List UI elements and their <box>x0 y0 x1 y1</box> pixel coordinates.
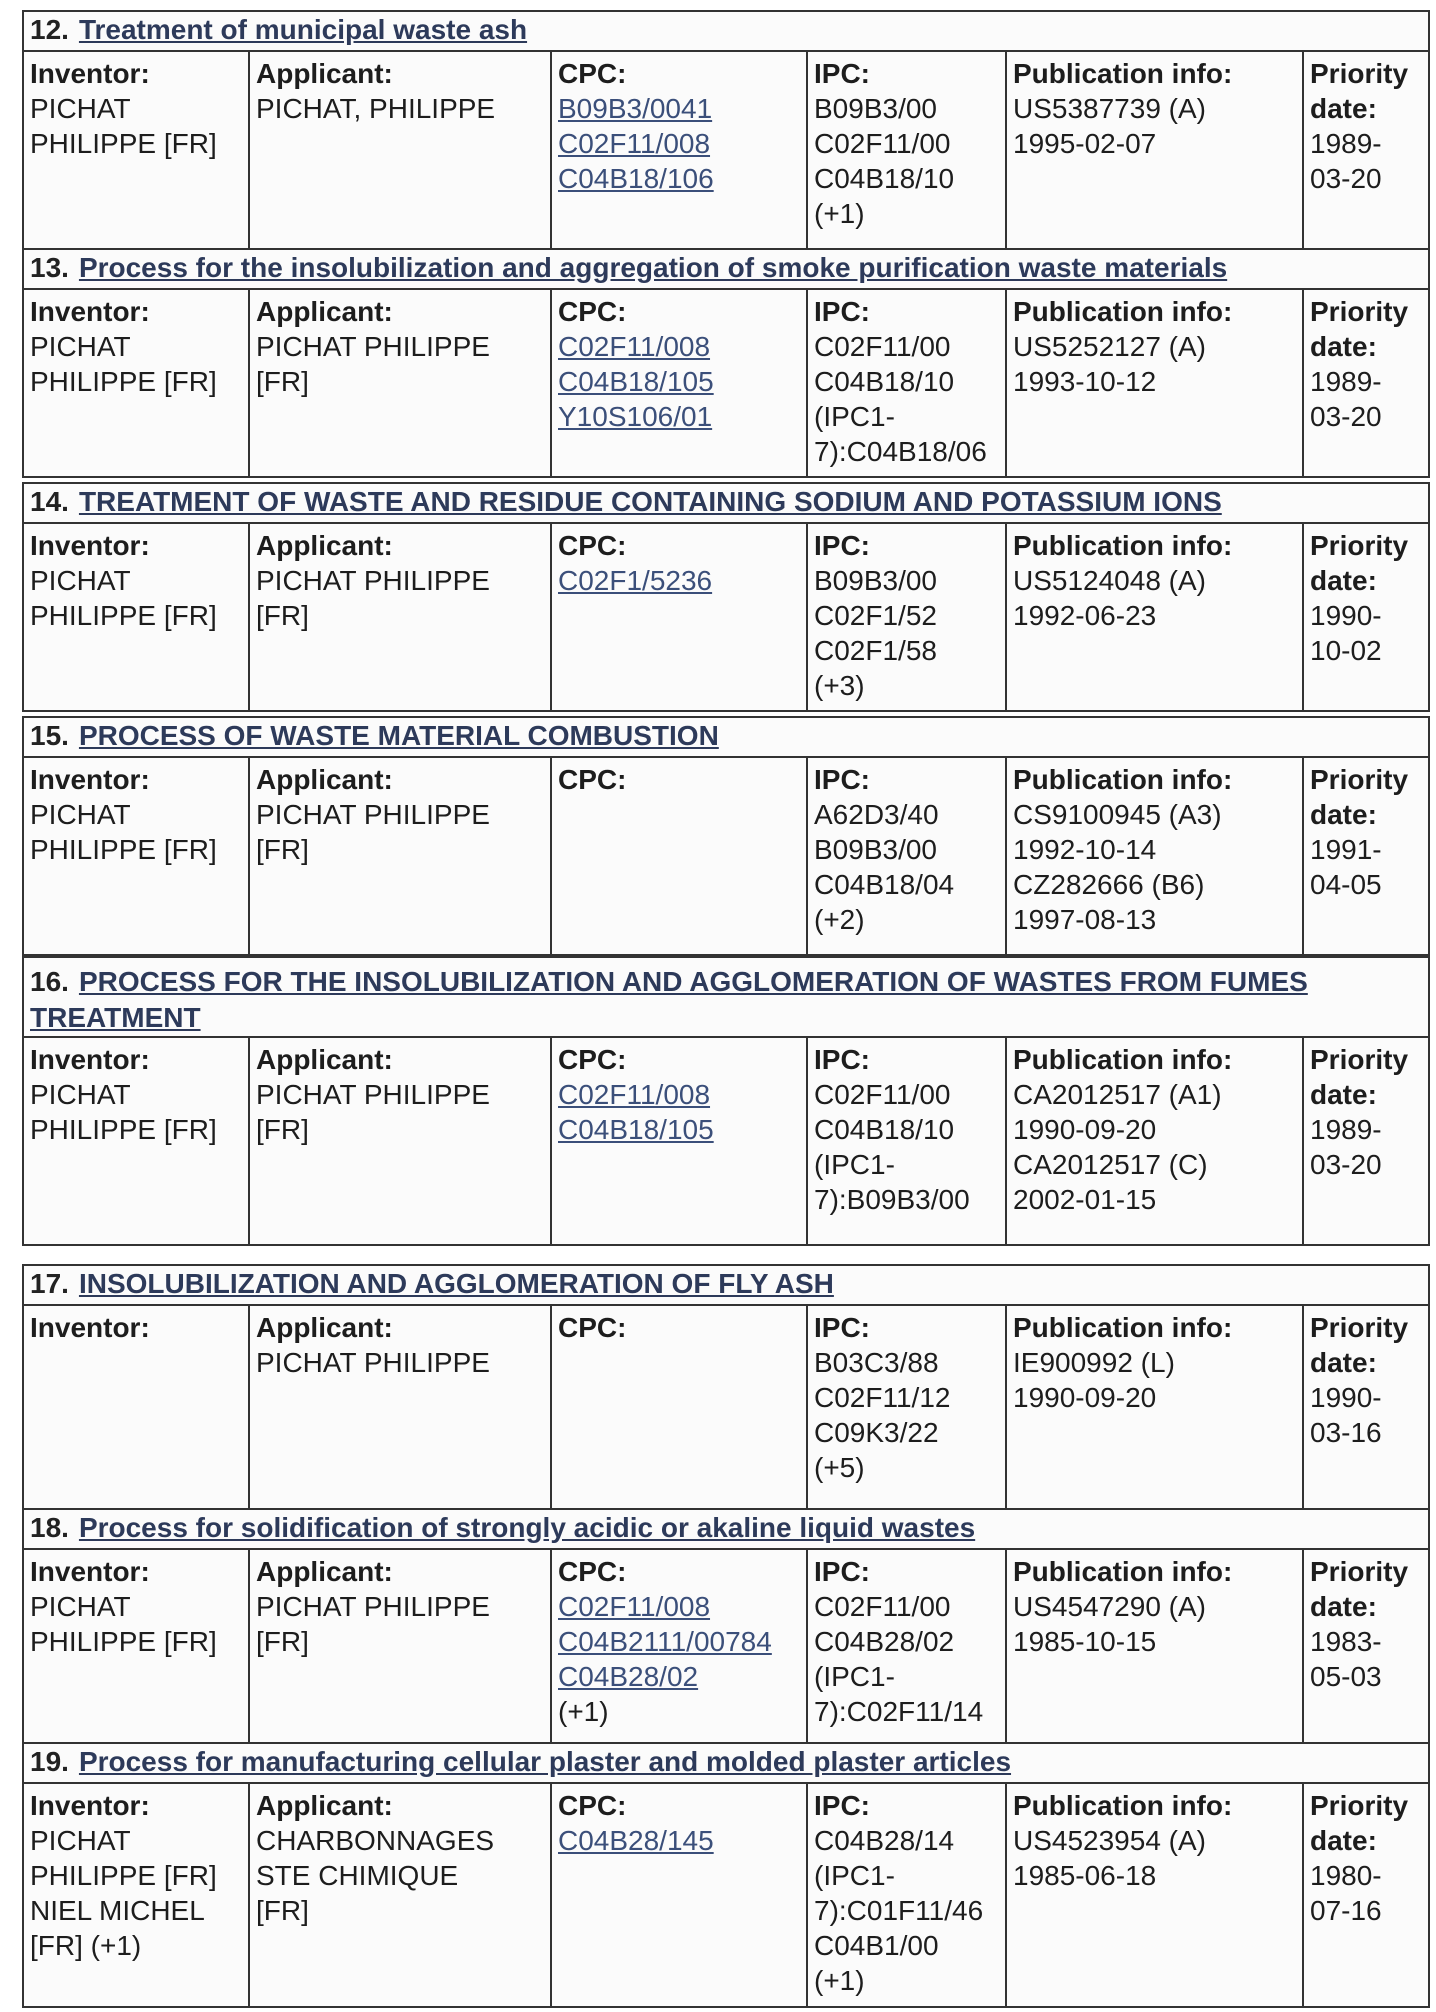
entry-number: 17. <box>30 1268 69 1299</box>
ipc-value: A62D3/40 B09B3/00 C04B18/04 (+2) <box>814 799 955 935</box>
priority-cell <box>1304 1038 1428 1244</box>
publication-label: Publication info: <box>1013 58 1233 89</box>
cpc-code-link[interactable]: C04B2111/00784 <box>558 1626 772 1657</box>
priority-label: Priority date: <box>1310 58 1409 124</box>
priority-cell <box>1304 524 1428 710</box>
ipc-value: C02F11/00 C04B18/10 (IPC1- 7):C04B18/06 <box>814 331 987 467</box>
priority-label: Priority date: <box>1310 1790 1409 1856</box>
patent-entry-16 <box>22 956 1430 1246</box>
entry-title-link[interactable]: Treatment of municipal waste ash <box>78 14 528 45</box>
priority-label: Priority date: <box>1310 296 1409 362</box>
publication-cell <box>1007 758 1304 954</box>
entry-number: 12. <box>30 14 69 45</box>
priority-cell <box>1304 758 1428 954</box>
priority-label: Priority date: <box>1310 530 1409 596</box>
inventor-value: PICHAT PHILIPPE [FR] <box>30 565 217 631</box>
entry-title <box>24 718 1428 758</box>
cpc-cell <box>552 524 808 710</box>
publication-label: Publication info: <box>1013 530 1233 561</box>
ipc-value: B03C3/88 C02F11/12 C09K3/22 (+5) <box>814 1347 951 1483</box>
applicant-label: Applicant: <box>256 1312 393 1343</box>
applicant-cell <box>250 1038 552 1244</box>
cpc-cell <box>552 1784 808 2006</box>
entry-title <box>24 1510 1428 1550</box>
ipc-cell <box>808 524 1007 710</box>
cpc-label: CPC: <box>558 296 627 327</box>
inventor-cell <box>24 1550 250 1742</box>
entry-title <box>24 12 1428 52</box>
entry-number: 16. <box>30 966 69 997</box>
applicant-cell <box>250 1306 552 1508</box>
inventor-label: Inventor: <box>30 1312 150 1343</box>
patent-entry-12 <box>22 10 1430 256</box>
priority-value: 1989- 03-20 <box>1310 128 1382 194</box>
entry-title-link[interactable]: PROCESS OF WASTE MATERIAL COMBUSTION <box>78 720 719 751</box>
ipc-value: C04B28/14 (IPC1- 7):C01F11/46 C04B1/00 (+1) <box>814 1825 984 1996</box>
publication-value: US5124048 (A) 1992-06-23 <box>1013 565 1207 631</box>
publication-cell <box>1007 52 1304 254</box>
publication-value: US5252127 (A) 1993-10-12 <box>1013 331 1207 397</box>
inventor-label: Inventor: <box>30 1044 150 1075</box>
ipc-label: IPC: <box>814 1312 870 1343</box>
cpc-code-link[interactable]: C02F11/008 <box>558 128 711 159</box>
entry-title-link[interactable]: INSOLUBILIZATION AND AGGLOMERATION OF FLY ASH <box>78 1268 834 1299</box>
applicant-value: PICHAT PHILIPPE [FR] <box>256 1591 490 1657</box>
inventor-value: PICHAT PHILIPPE [FR] <box>30 1591 217 1657</box>
cpc-label: CPC: <box>558 1312 627 1343</box>
cpc-cell <box>552 1550 808 1742</box>
inventor-value: PICHAT PHILIPPE [FR] <box>30 1079 217 1145</box>
applicant-label: Applicant: <box>256 530 393 561</box>
cpc-code-link[interactable]: Y10S106/01 <box>558 401 713 432</box>
inventor-label: Inventor: <box>30 1556 150 1587</box>
inventor-cell <box>24 758 250 954</box>
ipc-cell <box>808 758 1007 954</box>
applicant-label: Applicant: <box>256 1790 393 1821</box>
publication-label: Publication info: <box>1013 1556 1233 1587</box>
priority-value: 1989- 03-20 <box>1310 366 1382 432</box>
cpc-code-link[interactable]: C02F11/008 <box>558 1079 711 1110</box>
publication-label: Publication info: <box>1013 1790 1233 1821</box>
cpc-cell <box>552 1038 808 1244</box>
applicant-label: Applicant: <box>256 1044 393 1075</box>
inventor-label: Inventor: <box>30 58 150 89</box>
entry-number: 19. <box>30 1746 69 1777</box>
inventor-value: PICHAT PHILIPPE [FR] <box>30 93 217 159</box>
ipc-cell <box>808 52 1007 254</box>
applicant-value: CHARBONNAGES STE CHIMIQUE [FR] <box>256 1825 495 1926</box>
entry-title-link[interactable]: Process for the insolubilization and aggregation of smoke purification waste materials <box>78 252 1228 283</box>
cpc-label: CPC: <box>558 1790 627 1821</box>
priority-label: Priority date: <box>1310 764 1409 830</box>
publication-value: CS9100945 (A3) 1992-10-14 CZ282666 (B6) 1997-08-13 <box>1013 799 1222 935</box>
patent-entry-13 <box>22 248 1430 478</box>
publication-cell <box>1007 1550 1304 1742</box>
inventor-cell <box>24 1038 250 1244</box>
entry-title <box>24 1744 1428 1784</box>
applicant-cell <box>250 290 552 476</box>
ipc-label: IPC: <box>814 764 870 795</box>
patent-entry-18 <box>22 1508 1430 1744</box>
ipc-value: C02F11/00 C04B18/10 (IPC1- 7):B09B3/00 <box>814 1079 970 1215</box>
priority-value: 1991- 04-05 <box>1310 834 1382 900</box>
publication-value: US4547290 (A) 1985-10-15 <box>1013 1591 1207 1657</box>
inventor-cell <box>24 524 250 710</box>
entry-title-link[interactable]: TREATMENT OF WASTE AND RESIDUE CONTAINING SODIUM AND POTASSIUM IONS <box>78 486 1222 517</box>
entry-title <box>24 958 1428 1038</box>
inventor-value: PICHAT PHILIPPE [FR] <box>30 331 217 397</box>
inventor-label: Inventor: <box>30 530 150 561</box>
publication-cell <box>1007 290 1304 476</box>
cpc-code-link[interactable]: C04B18/105 <box>558 366 714 397</box>
applicant-value: PICHAT, PHILIPPE <box>256 93 496 124</box>
priority-value: 1990- 03-16 <box>1310 1382 1382 1448</box>
cpc-extra-count: (+1) <box>558 1696 609 1727</box>
inventor-label: Inventor: <box>30 296 150 327</box>
ipc-cell <box>808 1784 1007 2006</box>
cpc-label: CPC: <box>558 1556 627 1587</box>
entry-number: 14. <box>30 486 69 517</box>
publication-value: US4523954 (A) 1985-06-18 <box>1013 1825 1207 1891</box>
cpc-cell <box>552 290 808 476</box>
ipc-label: IPC: <box>814 1790 870 1821</box>
inventor-cell <box>24 1306 250 1508</box>
cpc-code-link[interactable]: C04B18/105 <box>558 1114 714 1145</box>
priority-label: Priority date: <box>1310 1556 1409 1622</box>
cpc-code-link[interactable]: C02F11/008 <box>558 331 711 362</box>
applicant-label: Applicant: <box>256 1556 393 1587</box>
patent-entry-17 <box>22 1264 1430 1510</box>
ipc-label: IPC: <box>814 296 870 327</box>
priority-cell <box>1304 52 1428 254</box>
applicant-cell <box>250 1784 552 2006</box>
ipc-cell <box>808 1306 1007 1508</box>
ipc-label: IPC: <box>814 1556 870 1587</box>
publication-label: Publication info: <box>1013 296 1233 327</box>
publication-cell <box>1007 1038 1304 1244</box>
inventor-label: Inventor: <box>30 764 150 795</box>
ipc-value: B09B3/00 C02F1/52 C02F1/58 (+3) <box>814 565 937 701</box>
cpc-code-link[interactable]: C04B28/145 <box>558 1825 714 1856</box>
ipc-value: B09B3/00 C02F11/00 C04B18/10 (+1) <box>814 93 955 229</box>
patent-entry-19 <box>22 1742 1430 2008</box>
applicant-value: PICHAT PHILIPPE [FR] <box>256 565 490 631</box>
applicant-cell <box>250 758 552 954</box>
priority-cell <box>1304 1550 1428 1742</box>
ipc-label: IPC: <box>814 58 870 89</box>
applicant-value: PICHAT PHILIPPE <box>256 1347 490 1378</box>
entry-title-link[interactable]: Process for manufacturing cellular plaster and molded plaster articles <box>78 1746 1012 1777</box>
publication-cell <box>1007 524 1304 710</box>
priority-label: Priority date: <box>1310 1312 1409 1378</box>
entry-number: 15. <box>30 720 69 751</box>
inventor-cell <box>24 52 250 254</box>
cpc-cell <box>552 52 808 254</box>
priority-value: 1990- 10-02 <box>1310 600 1382 666</box>
inventor-value: PICHAT PHILIPPE [FR] <box>30 799 217 865</box>
cpc-label: CPC: <box>558 764 627 795</box>
priority-value: 1983- 05-03 <box>1310 1626 1382 1692</box>
entry-title <box>24 250 1428 290</box>
publication-value: IE900992 (L) 1990-09-20 <box>1013 1347 1175 1413</box>
ipc-cell <box>808 1550 1007 1742</box>
priority-label: Priority date: <box>1310 1044 1409 1110</box>
cpc-label: CPC: <box>558 58 627 89</box>
cpc-code-link[interactable]: C04B18/106 <box>558 163 714 194</box>
priority-cell <box>1304 1306 1428 1508</box>
priority-cell <box>1304 1784 1428 2006</box>
entry-number: 18. <box>30 1512 69 1543</box>
applicant-cell <box>250 524 552 710</box>
cpc-code-link[interactable]: C02F1/5236 <box>558 565 713 596</box>
ipc-label: IPC: <box>814 1044 870 1075</box>
publication-label: Publication info: <box>1013 764 1233 795</box>
entry-title-link[interactable]: PROCESS FOR THE INSOLUBILIZATION AND AGGLOMERATION OF WASTES FROM FUMES TREATMENT <box>30 966 1308 1033</box>
entry-title <box>24 484 1428 524</box>
patent-entry-15 <box>22 716 1430 956</box>
ipc-cell <box>808 290 1007 476</box>
patent-entry-14 <box>22 482 1430 712</box>
applicant-cell <box>250 1550 552 1742</box>
inventor-label: Inventor: <box>30 1790 150 1821</box>
applicant-label: Applicant: <box>256 296 393 327</box>
priority-value: 1989- 03-20 <box>1310 1114 1382 1180</box>
cpc-code-link[interactable]: C04B28/02 <box>558 1661 699 1692</box>
publication-cell <box>1007 1306 1304 1508</box>
cpc-cell <box>552 1306 808 1508</box>
ipc-label: IPC: <box>814 530 870 561</box>
ipc-cell <box>808 1038 1007 1244</box>
cpc-code-link[interactable]: C02F11/008 <box>558 1591 711 1622</box>
publication-cell <box>1007 1784 1304 2006</box>
publication-label: Publication info: <box>1013 1044 1233 1075</box>
ipc-value: C02F11/00 C04B28/02 (IPC1- 7):C02F11/14 <box>814 1591 984 1727</box>
entry-title-link[interactable]: Process for solidification of strongly acidic or akaline liquid wastes <box>78 1512 976 1543</box>
publication-value: US5387739 (A) 1995-02-07 <box>1013 93 1207 159</box>
applicant-value: PICHAT PHILIPPE [FR] <box>256 799 490 865</box>
priority-cell <box>1304 290 1428 476</box>
applicant-value: PICHAT PHILIPPE [FR] <box>256 1079 490 1145</box>
cpc-code-link[interactable]: B09B3/0041 <box>558 93 713 124</box>
entry-number: 13. <box>30 252 69 283</box>
priority-value: 1980- 07-16 <box>1310 1860 1382 1926</box>
cpc-label: CPC: <box>558 1044 627 1075</box>
inventor-cell <box>24 290 250 476</box>
entry-title <box>24 1266 1428 1306</box>
cpc-cell <box>552 758 808 954</box>
applicant-label: Applicant: <box>256 58 393 89</box>
publication-label: Publication info: <box>1013 1312 1233 1343</box>
applicant-value: PICHAT PHILIPPE [FR] <box>256 331 490 397</box>
publication-value: CA2012517 (A1) 1990-09-20 CA2012517 (C) 2002-01-15 <box>1013 1079 1222 1215</box>
applicant-cell <box>250 52 552 254</box>
cpc-label: CPC: <box>558 530 627 561</box>
inventor-value: PICHAT PHILIPPE [FR] NIEL MICHEL [FR] (+1) <box>30 1825 217 1961</box>
applicant-label: Applicant: <box>256 764 393 795</box>
inventor-cell <box>24 1784 250 2006</box>
